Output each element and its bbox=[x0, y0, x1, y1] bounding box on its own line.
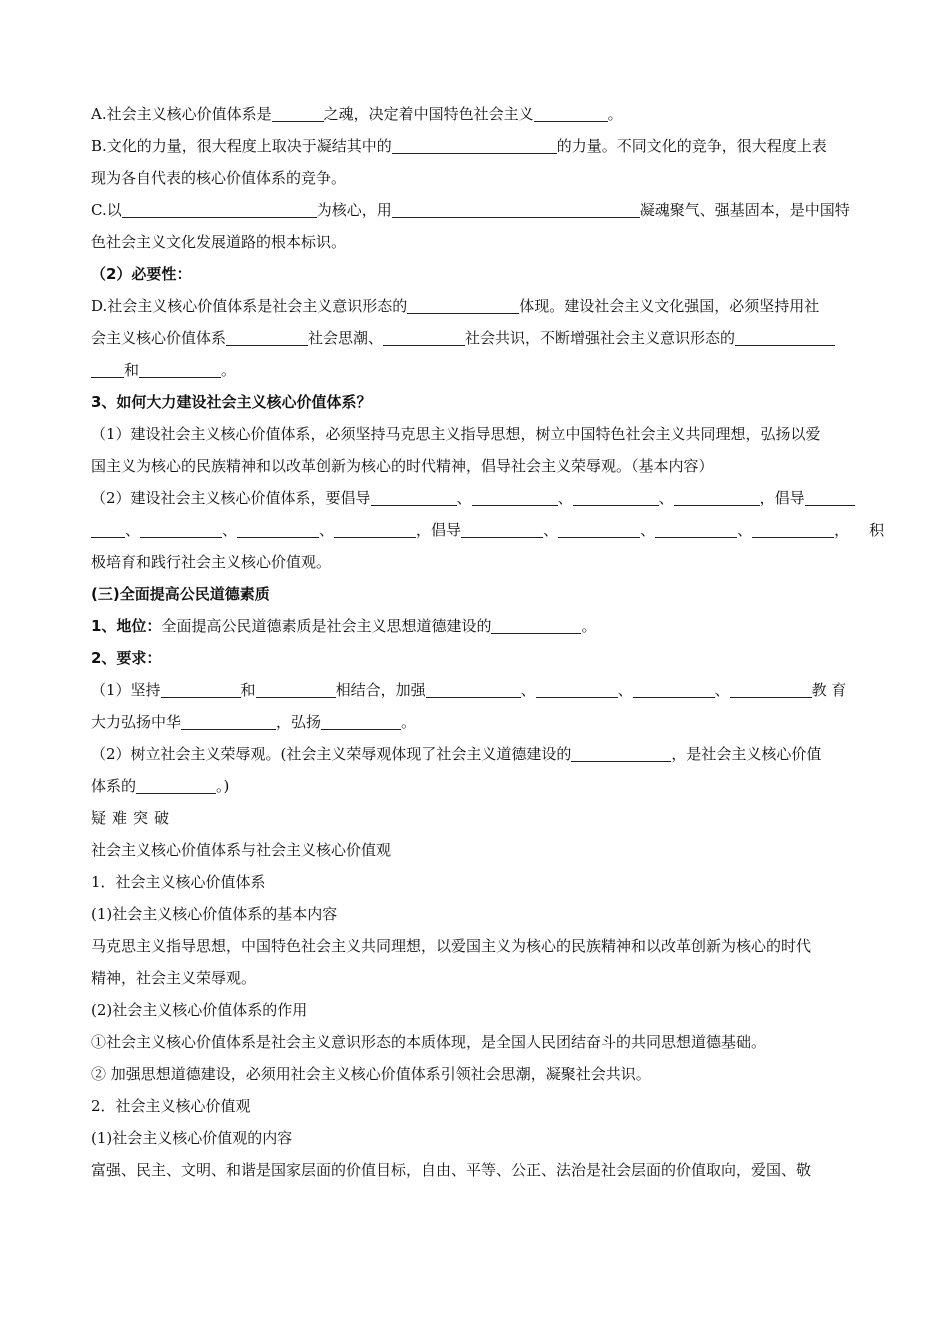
answer-blank[interactable] bbox=[633, 678, 715, 698]
text-line: （1）建设社会主义核心价值体系，必须坚持马克思主义指导思想，树立中国特色社会主义共同理想，弘扬以爱 bbox=[91, 425, 821, 443]
text-line: 精神，社会主义荣辱观。 bbox=[91, 969, 257, 987]
answer-blank[interactable] bbox=[91, 518, 125, 538]
answer-blank[interactable] bbox=[655, 518, 737, 538]
question-requirements-1-cont: 大力弘扬中华 ，弘扬 。 bbox=[91, 706, 907, 738]
question-requirements-2: （2）树立社会主义荣辱观。(社会主义荣辱观体现了社会主义道德建设的 ，是社会主义核心价值 bbox=[91, 738, 907, 770]
text-line: ② 加强思想道德建设，必须用社会主义核心价值体系引领社会思潮，凝聚社会共识。 bbox=[91, 1065, 651, 1083]
answer-blank[interactable] bbox=[237, 518, 319, 538]
text-line: 色社会主义文化发展道路的根本标识。 bbox=[91, 233, 347, 251]
text-line: 2．社会主义核心价值观 bbox=[91, 1097, 251, 1115]
answer-blank[interactable] bbox=[383, 326, 465, 346]
section-heading-morality: (三)全面提高公民道德素质 bbox=[91, 585, 270, 603]
document-page bbox=[91, 98, 907, 1186]
answer-blank[interactable] bbox=[407, 294, 519, 314]
answer-blank[interactable] bbox=[571, 742, 671, 762]
answer-blank[interactable] bbox=[226, 326, 308, 346]
text-line: 马克思主义指导思想，中国特色社会主义共同理想，以爱国主义为核心的民族精神和以改革创新为核心的时代 bbox=[91, 937, 812, 955]
text-line: (2)社会主义核心价值体系的作用 bbox=[91, 1001, 308, 1019]
answer-blank[interactable] bbox=[256, 678, 336, 698]
question-status: 1、地位：全面提高公民道德素质是社会主义思想道德建设的 。 bbox=[91, 610, 907, 642]
question-advocate: （2）建设社会主义核心价值体系，要倡导 、 、 、 ，倡导 bbox=[91, 482, 907, 514]
answer-blank[interactable] bbox=[735, 326, 835, 346]
text-line: 极培育和践行社会主义核心价值观。 bbox=[91, 553, 332, 571]
answer-blank[interactable] bbox=[334, 518, 416, 538]
section-title-difficulty: 疑难突破 bbox=[91, 809, 176, 827]
text-line: ①社会主义核心价值体系是社会主义意识形态的本质体现，是全国人民团结奋斗的共同思想道德基础。 bbox=[91, 1033, 767, 1051]
text-line: 国主义为核心的民族精神和以改革创新为核心的时代精神，倡导社会主义荣辱观。（基本内容） bbox=[91, 457, 714, 475]
text-line: 社会主义核心价值体系与社会主义核心价值观 bbox=[91, 841, 392, 859]
question-requirements-1: （1）坚持 和 相结合，加强 、 、 、 教 育 bbox=[91, 674, 907, 706]
answer-blank[interactable] bbox=[272, 102, 324, 122]
text-line: (1)社会主义核心价值观的内容 bbox=[91, 1129, 293, 1147]
answer-blank[interactable] bbox=[426, 678, 521, 698]
question-requirements-2-cont: 体系的 。) bbox=[91, 770, 907, 802]
answer-blank[interactable] bbox=[573, 486, 659, 506]
question-d-cont: 和 。 bbox=[91, 354, 907, 386]
answer-blank[interactable] bbox=[136, 774, 216, 794]
answer-blank[interactable] bbox=[122, 198, 317, 218]
answer-blank[interactable] bbox=[392, 198, 640, 218]
question-a: A.社会主义核心价值体系是 之魂，决定着中国特色社会主义 。 bbox=[91, 98, 907, 130]
answer-blank[interactable] bbox=[140, 518, 222, 538]
answer-blank[interactable] bbox=[472, 486, 558, 506]
answer-blank[interactable] bbox=[371, 486, 457, 506]
text-line: 现为各自代表的核心价值体系的竞争。 bbox=[91, 169, 347, 187]
text-line: 1．社会主义核心价值体系 bbox=[91, 873, 266, 891]
answer-blank[interactable] bbox=[461, 518, 543, 538]
answer-blank[interactable] bbox=[558, 518, 640, 538]
answer-blank[interactable] bbox=[534, 102, 608, 122]
question-d-cont: 会主义核心价值体系 社会思潮、 社会共识，不断增强社会主义意识形态的 bbox=[91, 322, 907, 354]
answer-blank[interactable] bbox=[805, 486, 855, 506]
answer-blank[interactable] bbox=[181, 710, 276, 730]
question-c: C.以 为核心，用 凝魂聚气、强基固本，是中国特 bbox=[91, 194, 907, 226]
subheading-necessity: （2）必要性： bbox=[91, 265, 192, 283]
answer-blank[interactable] bbox=[321, 710, 401, 730]
question-d: D.社会主义核心价值体系是社会主义意识形态的 体现。建设社会主义文化强国，必须坚持用社 bbox=[91, 290, 907, 322]
answer-blank[interactable] bbox=[536, 678, 618, 698]
answer-blank[interactable] bbox=[392, 134, 557, 154]
answer-blank[interactable] bbox=[752, 518, 834, 538]
text-line: (1)社会主义核心价值体系的基本内容 bbox=[91, 905, 338, 923]
text-line: 富强、民主、文明、和谐是国家层面的价值目标，自由、平等、公正、法治是社会层面的价值取向，爱国、敬 bbox=[91, 1161, 812, 1179]
answer-blank[interactable] bbox=[91, 358, 124, 378]
answer-blank[interactable] bbox=[491, 614, 581, 634]
answer-blank[interactable] bbox=[139, 358, 221, 378]
subheading-requirements: 2、要求： bbox=[91, 649, 162, 667]
answer-blank[interactable] bbox=[674, 486, 760, 506]
heading-how-to-build: 3、如何大力建设社会主义核心价值体系？ bbox=[91, 393, 372, 411]
answer-blank[interactable] bbox=[161, 678, 241, 698]
question-b: B.文化的力量，很大程度上取决于凝结其中的 的力量。不同文化的竞争，很大程度上表 bbox=[91, 130, 907, 162]
question-advocate-cont: 、 、 、 ，倡导 、 、 、 ， 积 bbox=[91, 514, 907, 546]
answer-blank[interactable] bbox=[730, 678, 812, 698]
